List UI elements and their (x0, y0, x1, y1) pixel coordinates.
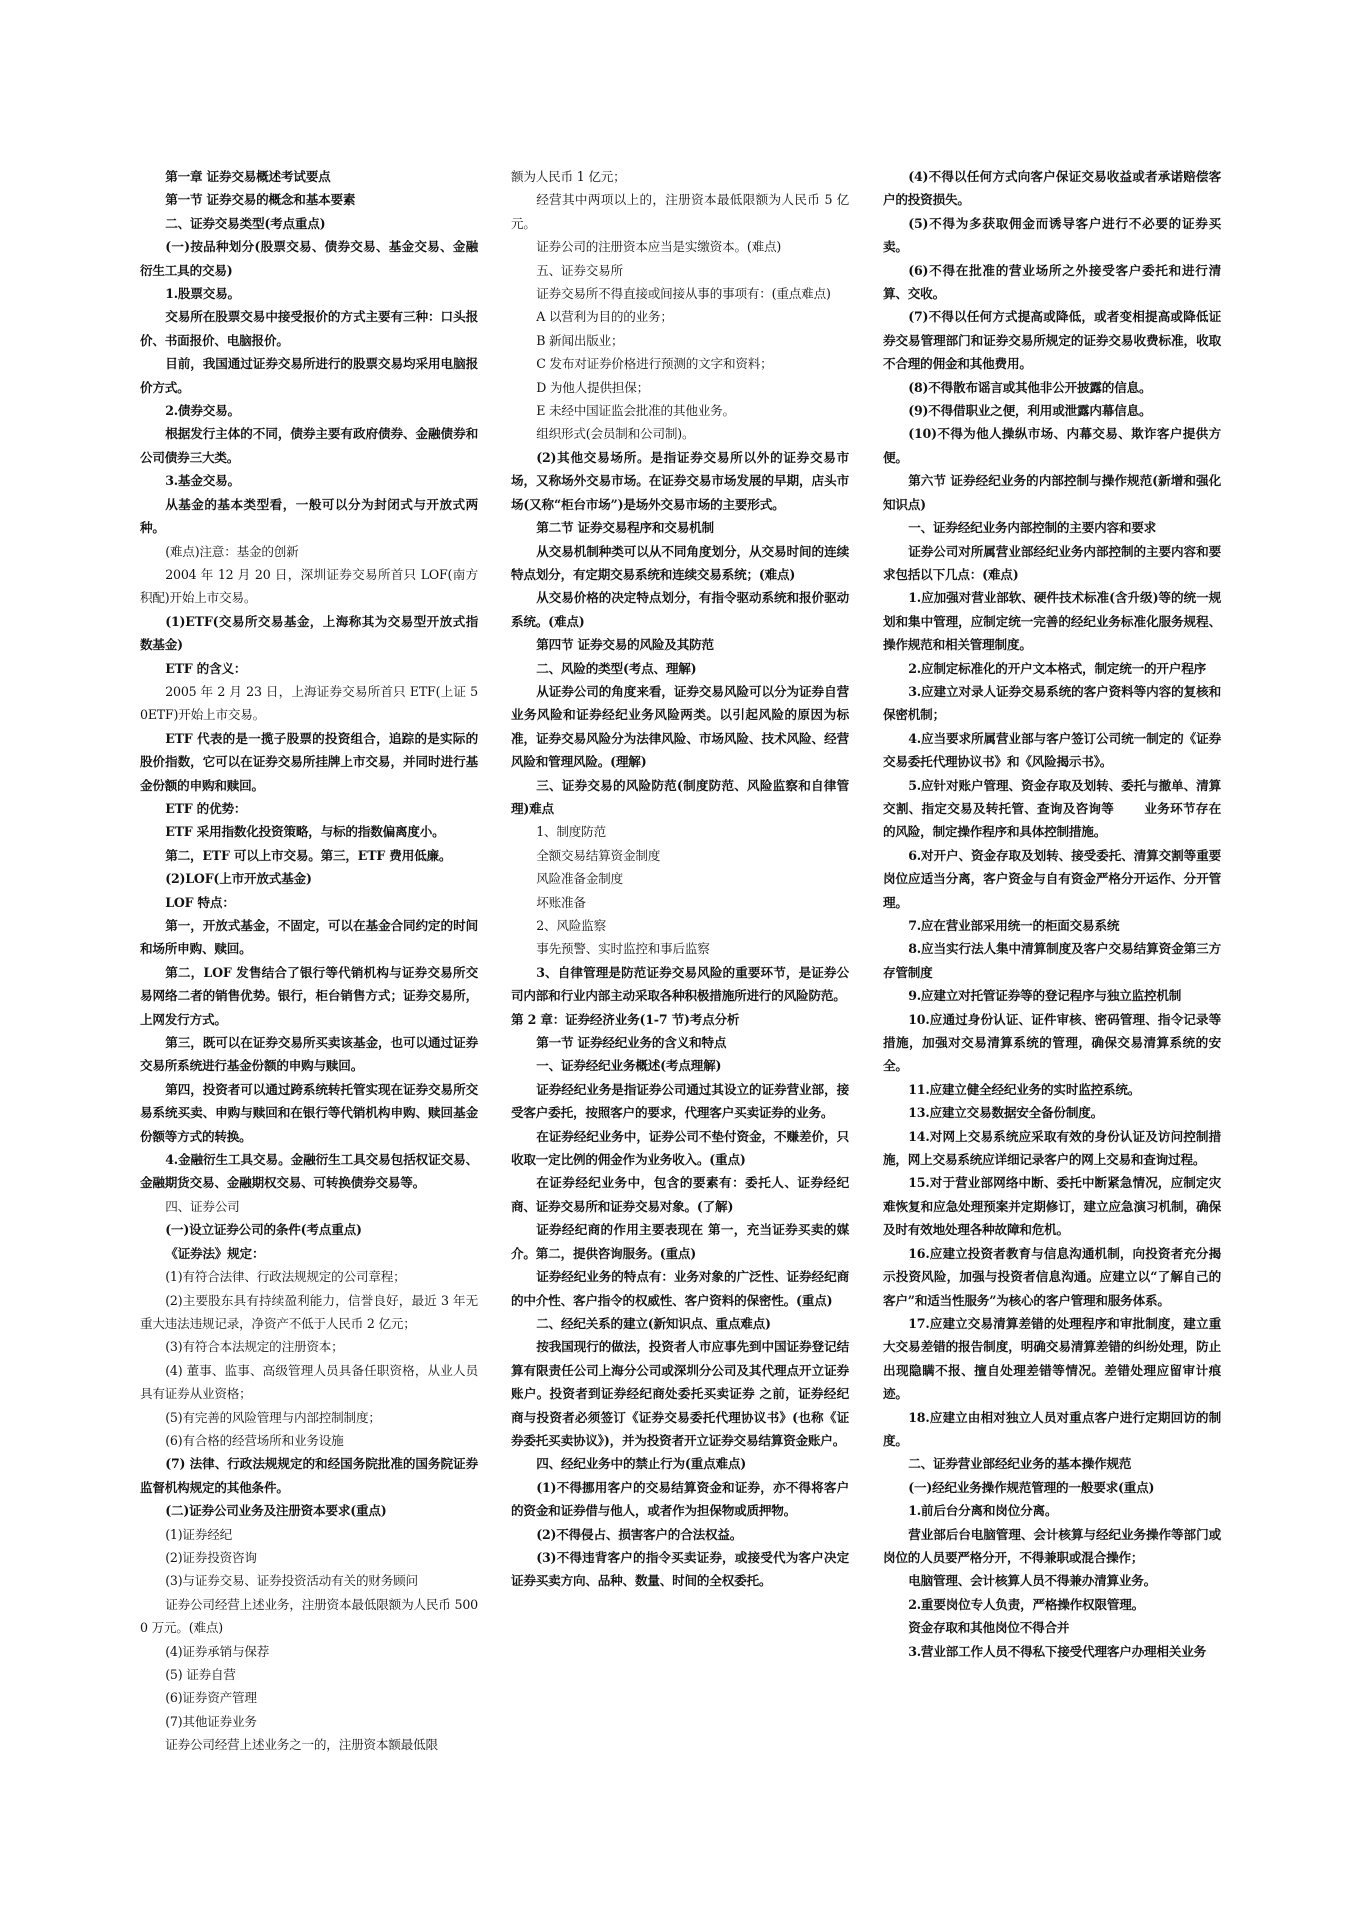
paragraph: 事先预警、实时监控和事后监察 (536, 941, 710, 957)
section-heading: 第四节 证券交易的风险及其防范 (536, 637, 714, 653)
paragraph: 1、制度防范 (536, 824, 606, 840)
section-heading: 第一节 证券经纪业务的含义和特点 (536, 1035, 727, 1051)
paragraph: 2005 年 2 月 23 日，上海证券交易所首只 ETF(上证 50ETF)开始上市交易。 (140, 683, 478, 723)
paragraph: B 新闻出版业； (536, 332, 624, 348)
paragraph: (6)不得在批准的营业场所之外接受客户委托和进行清算、交收。 (883, 262, 1221, 302)
paragraph: 证券公司的注册资本应当是实缴资本。(难点) (536, 239, 782, 255)
paragraph: 交易所在股票交易中接受报价的方式主要有三种：口头报价、书面报价、电脑报价。 (140, 309, 478, 348)
paragraph: 3、自律管理是防范证券交易风险的重要环节，是证券公司内部和行业内部主动采取各种积极措施所进行的风险防范。 (511, 964, 849, 1004)
paragraph: 2004 年 12 月 20 日，深圳证券交易所首只 LOF(南方积配)开始上市交易。 (140, 566, 478, 606)
paragraph: 坏账准备 (536, 894, 586, 910)
section-heading: 三、证券交易的风险防范(制度防范、风险监察和自律管理)难点 (511, 777, 849, 816)
section-heading: (二)证券公司业务及注册资本要求(重点) (165, 1503, 387, 1519)
paragraph: (5)不得为多获取佣金而诱导客户进行不必要的证券买卖。 (883, 215, 1221, 255)
section-heading: 一、证券经纪业务内部控制的主要内容和要求 (908, 520, 1157, 536)
paragraph: (10)不得为他人操纵市场、内幕交易、欺诈客户提供方便。 (883, 426, 1221, 465)
paragraph: (4)证券承销与保荐 (165, 1643, 270, 1659)
paragraph: D 为他人提供担保； (536, 379, 650, 395)
paragraph: 电脑管理、会计核算人员不得兼办清算业务。 (908, 1573, 1157, 1589)
section-heading: 二、证券交易类型(考点重点) (165, 215, 326, 231)
paragraph: (难点)注意：基金的创新 (165, 543, 299, 559)
section-heading: 3.基金交易。 (165, 473, 240, 489)
paragraph: 10.应通过身份认证、证件审核、密码管理、指令记录等措施，加强对交易清算系统的管理，确保交易清算系统的安全。 (883, 1011, 1221, 1074)
section-heading: 第二节 证券交易程序和交易机制 (536, 520, 714, 536)
paragraph: E 未经中国证监会批准的其他业务。 (536, 403, 735, 419)
paragraph: 15.对于营业部网络中断、委托中断紧急情况，应制定灾难恢复和应急处理预案并定期修订，建立应急演习机制，确保及时有效地处理各种故障和危机。 (883, 1175, 1221, 1238)
paragraph: 9.应建立对托管证券等的登记程序与独立监控机制 (908, 988, 1182, 1004)
section-heading: 四、经纪业务中的禁止行为(重点难点) (536, 1456, 747, 1472)
paragraph: 四、证券公司 (165, 1198, 240, 1214)
paragraph: 3.营业部工作人员不得私下接受代理客户办理相关业务 (908, 1643, 1206, 1659)
paragraph: 根据发行主体的不同，债券主要有政府债券、金融债券和公司债券三大类。 (140, 426, 478, 465)
text-column-1 (140, 165, 478, 1757)
paragraph: (3)有符合本法规定的注册资本； (165, 1339, 344, 1355)
paragraph: (3)不得违背客户的指令买卖证券，或接受代为客户决定证券买卖方向、品种、数量、时间的全权委托。 (511, 1549, 849, 1589)
paragraph: (2)LOF(上市开放式基金) (165, 871, 312, 887)
paragraph: 14.对网上交易系统应采取有效的身份认证及访问控制措施，网上交易系统应详细记录客户的网上交易和查询过程。 (883, 1128, 1221, 1168)
paragraph: (2)主要股东具有持续盈利能力，信誉良好，最近 3 年无重大违法违规记录，净资产不低于人民币 2 亿元； (140, 1292, 478, 1331)
paragraph: 7.应在营业部采用统一的柜面交易系统 (908, 918, 1120, 933)
section-heading: (一)设立证券公司的条件(考点重点) (165, 1222, 362, 1238)
paragraph: (7)不得以任何方式提高或降低，或者变相提高或降低证券交易管理部门和证券交易所规定的证券交易收费标准，收取不合理的佣金和其他费用。 (883, 309, 1221, 372)
paragraph: (8)不得散布谣言或其他非公开披露的信息。 (908, 379, 1152, 395)
paragraph: (1)有符合法律、行政法规规定的公司章程； (165, 1269, 406, 1285)
paragraph: 在证券经纪业务中，证券公司不垫付资金，不赚差价，只收取一定比例的佣金作为业务收入。(重点) (511, 1128, 849, 1168)
paragraph: ETF 的含义： (165, 660, 247, 676)
section-heading: 第 2 章：证券经济业务(1-7 节)考点分析 (511, 1011, 740, 1027)
paragraph: (4) 董事、监事、高级管理人员具备任职资格，从业人员具有证券从业资格； (140, 1362, 478, 1402)
paragraph: 第二，ETF 可以上市交易。第三，ETF 费用低廉。 (165, 847, 452, 863)
section-heading: 第一章 证券交易概述考试要点 (165, 169, 331, 184)
section-heading: 二、风险的类型(考点、理解) (536, 660, 697, 676)
section-heading: 第一节 证券交易的概念和基本要素 (165, 192, 356, 208)
paragraph: 额为人民币 1 亿元； (511, 169, 626, 184)
paragraph: 5.应针对账户管理、资金存取及划转、委托与撤单、清算交割、指定交易及转托管、查询及咨询等 业务环节存在的风险，制定操作程序和具体控制措施。 (883, 777, 1221, 840)
paragraph: (1)ETF(交易所交易基金，上海称其为交易型开放式指数基金) (140, 613, 478, 653)
paragraph: 证券交易所不得直接或间接从事的事项有：(重点难点) (536, 286, 831, 302)
paragraph: (2)证券投资咨询 (165, 1549, 257, 1565)
paragraph: C 发布对证券价格进行预测的文字和资料； (536, 356, 773, 372)
paragraph: (4)不得以任何方式向客户保证交易收益或者承诺赔偿客户的投资损失。 (883, 169, 1221, 208)
paragraph: (1)不得挪用客户的交易结算资金和证券，亦不得将客户的资金和证券借与他人，或者作为担保物或质押物。 (511, 1479, 849, 1519)
section-heading: (一)经纪业务操作规范管理的一般要求(重点) (908, 1479, 1155, 1495)
text-column-2 (511, 165, 849, 1593)
paragraph: 4.金融衍生工具交易。金融衍生工具交易包括权证交易、金融期货交易、金融期权交易、可转换债券交易等。 (140, 1152, 478, 1191)
paragraph: 11.应建立健全经纪业务的实时监控系统。 (908, 1081, 1141, 1097)
paragraph: 2、风险监察 (536, 918, 606, 933)
paragraph: 3.应建立对录人证券交易系统的客户资料等内容的复核和保密机制； (883, 683, 1221, 723)
section-heading: (一)按品种划分(股票交易、债券交易、基金交易、金融衍生工具的交易) (140, 239, 478, 278)
paragraph: (6)证券资产管理 (165, 1690, 257, 1706)
paragraph: 证券公司对所属营业部经纪业务内部控制的主要内容和要求包括以下几点：(难点) (883, 543, 1221, 582)
paragraph: ETF 代表的是一揽子股票的投资组合，追踪的是实际的股价指数，它可以在证券交易所挂牌上市交易，并同时进行基金份额的申购和赎回。 (140, 730, 478, 793)
paragraph: (5) 证券自营 (165, 1667, 236, 1682)
paragraph: 营业部后台电脑管理、会计核算与经纪业务操作等部门或岗位的人员要严格分开，不得兼职或混合操作； (883, 1526, 1221, 1565)
section-heading: 1.股票交易。 (165, 286, 240, 302)
paragraph: 第二，LOF 发售结合了银行等代销机构与证券交易所交易网络二者的销售优势。银行，柜台销售方式；证券交易所，上网发行方式。 (140, 964, 478, 1027)
paragraph: 4.应当要求所属营业部与客户签订公司统一制定的《证券交易委托代理协议书》和《风险揭示书》。 (883, 730, 1221, 770)
section-heading: 第六节 证券经纪业务的内部控制与操作规范(新增和强化知识点) (883, 473, 1221, 512)
paragraph: (6)有合格的经营场所和业务设施 (165, 1432, 344, 1448)
paragraph: 按我国现行的做法，投资者人市应事先到中国证券登记结算有限责任公司上海分公司或深圳分公司及其代理点开立证券账户。投资者到证券经纪商处委托买卖证券 之前，证券经纪商与投资者必须签订《证券交易委托代理协议书》(也称《证券委托买卖协议》)，并为投资者开立证券交易结算资金账户。 (511, 1339, 849, 1448)
paragraph: (2)其他交易场所。是指证券交易所以外的证券交易市场，又称场外交易市场。在证券交易市场发展的早期，店头市场(又称“柜台市场”)是场外交易市场的主要形式。 (511, 449, 849, 512)
paragraph: (5)有完善的风险管理与内部控制制度； (165, 1409, 381, 1425)
paragraph: 证券公司经营上述业务，注册资本最低限额为人民币 5000 万元。(难点) (140, 1596, 478, 1636)
section-heading: 一、证券经纪业务概述(考点理解) (536, 1058, 722, 1074)
paragraph: 证券经纪业务的特点有：业务对象的广泛性、证券经纪商的中介性、客户指令的权威性、客户资料的保密性。(重点) (511, 1269, 849, 1308)
paragraph: 8.应当实行法人集中清算制度及客户交易结算资金第三方存管制度 (883, 941, 1221, 980)
paragraph: 资金存取和其他岗位不得合并 (908, 1620, 1070, 1636)
paragraph: (3)与证券交易、证券投资活动有关的财务顾问 (165, 1573, 418, 1589)
paragraph: 第一，开放式基金，不固定，可以在基金合同约定的时间和场所申购、赎回。 (140, 918, 478, 957)
paragraph: ETF 采用指数化投资策略，与标的指数偏离度小。 (165, 824, 445, 840)
paragraph: 目前，我国通过证券交易所进行的股票交易均采用电脑报价方式。 (140, 356, 478, 395)
paragraph: A 以营利为目的的业务； (536, 309, 673, 325)
paragraph: LOF 特点： (165, 894, 235, 910)
paragraph: 18.应建立由相对独立人员对重点客户进行定期回访的制度。 (883, 1409, 1221, 1448)
paragraph: 从证券公司的角度来看，证券交易风险可以分为证券自营业务风险和证券经纪业务风险两类。以引起风险的原因为标准，证券交易风险分为法律风险、市场风险、技术风险、经营风险和管理风险。(理解) (511, 683, 849, 770)
paragraph: ETF 的优势： (165, 800, 247, 816)
paragraph: 五、证券交易所 (536, 262, 623, 278)
paragraph: 1.应加强对营业部软、硬件技术标准(含升级)等的统一规划和集中管理，应制定统一完善的经纪业务标准化服务规程、操作规范和相关管理制度。 (883, 590, 1221, 653)
paragraph: (2)不得侵占、损害客户的合法权益。 (536, 1526, 743, 1542)
paragraph: 16.应建立投资者教育与信息沟通机制，向投资者充分揭示投资风险，加强与投资者信息沟通。应建立以“了解自己的客户”和适当性服务”为核心的客户管理和服务体系。 (883, 1245, 1221, 1308)
paragraph: 在证券经纪业务中，包含的要素有：委托人、证券经纪商、证券交易所和证券交易对象。(了解) (511, 1175, 849, 1214)
paragraph: (7) 法律、行政法规规定的和经国务院批准的国务院证券监督机构规定的其他条件。 (140, 1456, 478, 1495)
paragraph: 从交易机制种类可以从不同角度划分，从交易时间的连续特点划分，有定期交易系统和连续交易系统；(难点) (511, 543, 849, 582)
paragraph: 全额交易结算资金制度 (536, 847, 661, 863)
paragraph: 6.对开户、资金存取及划转、接受委托、清算交割等重要岗位应适当分离，客户资金与自有资金严格分开运作、分开管理。 (883, 847, 1221, 910)
paragraph: 证券公司经营上述业务之一的，注册资本额最低限 (165, 1737, 438, 1753)
section-heading: 2.债券交易。 (165, 403, 240, 419)
paragraph: 从交易价格的决定特点划分，有指令驱动系统和报价驱动系统。(难点) (511, 590, 849, 629)
paragraph: 1.前后台分离和岗位分离。 (908, 1503, 1058, 1519)
paragraph: 证券经纪业务是指证券公司通过其设立的证券营业部，接受客户委托，按照客户的要求，代理客户买卖证券的业务。 (511, 1081, 849, 1121)
paragraph: 经营其中两项以上的，注册资本最低限额为人民币 5 亿元。 (511, 192, 849, 231)
paragraph: 组织形式(会员制和公司制)。 (536, 426, 695, 442)
paragraph: 17.应建立交易清算差错的处理程序和审批制度，建立重大交易差错的报告制度，明确交易清算差错的纠纷处理，防止出现隐瞒不报、擅自处理差错等情况。差错处理应留审计痕迹。 (883, 1315, 1221, 1402)
paragraph: 2.重要岗位专人负责，严格操作权限管理。 (908, 1596, 1145, 1612)
paragraph: 风险准备金制度 (536, 871, 623, 887)
text-column-3 (883, 165, 1221, 1663)
section-heading: 二、证券营业部经纪业务的基本操作规范 (908, 1456, 1132, 1472)
paragraph: (9)不得借职业之便，利用或泄露内幕信息。 (908, 403, 1152, 419)
paragraph: 证券经纪商的作用主要表现在 第一，充当证券买卖的媒介。第二，提供咨询服务。(重点) (511, 1222, 849, 1261)
paragraph: (1)证券经纪 (165, 1526, 233, 1542)
paragraph: 13.应建立交易数据安全备份制度。 (908, 1105, 1104, 1121)
section-heading: 《证券法》规定： (165, 1245, 265, 1261)
paragraph: 第四，投资者可以通过跨系统转托管实现在证券交易所交易系统买卖、申购与赎回和在银行等代销机构申购、赎回基金份额等方式的转换。 (140, 1081, 478, 1144)
paragraph: 从基金的基本类型看，一般可以分为封闭式与开放式两种。 (140, 496, 478, 536)
paragraph: (7)其他证券业务 (165, 1713, 257, 1729)
paragraph: 2.应制定标准化的开户文本格式，制定统一的开户程序 (908, 660, 1206, 676)
section-heading: 二、经纪关系的建立(新知识点、重点难点) (536, 1315, 771, 1331)
paragraph: 第三，既可以在证券交易所买卖该基金，也可以通过证券交易所系统进行基金份额的申购与赎回。 (140, 1035, 478, 1074)
